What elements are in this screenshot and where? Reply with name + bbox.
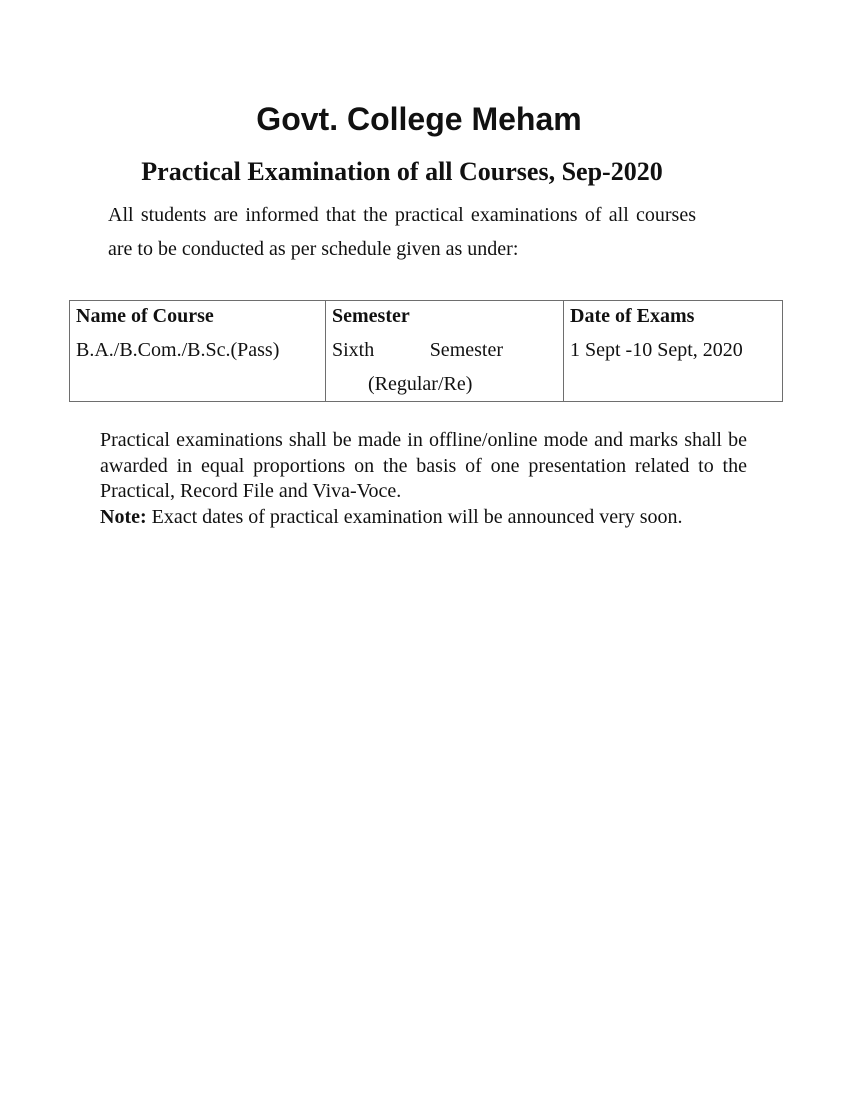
semester-cell — [326, 333, 564, 402]
semester-line — [332, 333, 557, 367]
column-header-date: Date of Exams — [564, 301, 783, 334]
course-cell: B.A./B.Com./B.Sc.(Pass) — [70, 333, 326, 402]
note-text: Exact dates of practical examination will be announced very soon. — [146, 505, 683, 528]
details-paragraph: Practical examinations shall be made in offline/online mode and marks shall be awarded in equal proportions on the basis of one presentation related to the Practical, Record File and Viva-Voce. — [100, 429, 747, 502]
note-label: Note: — [100, 505, 147, 528]
column-header-course: Name of Course — [70, 301, 326, 334]
college-name: Govt. College Meham — [256, 101, 582, 137]
note-paragraph — [100, 505, 747, 531]
semester-detail: (Regular/Re) — [368, 373, 473, 395]
intro-paragraph: All students are informed that the practical examinations of all courses are to be conducted as per schedule given as under: — [108, 204, 696, 260]
table-header-row — [70, 301, 783, 334]
semester-ordinal: Sixth — [332, 339, 375, 361]
column-header-semester: Semester — [326, 301, 564, 334]
date-cell: 1 Sept -10 Sept, 2020 — [564, 333, 783, 402]
notice-title: Practical Examination of all Courses, Sep-2020 — [141, 157, 663, 186]
semester-word: Semester — [429, 339, 503, 361]
details-section — [100, 428, 747, 530]
schedule-table — [69, 300, 783, 402]
table-row — [70, 333, 783, 402]
